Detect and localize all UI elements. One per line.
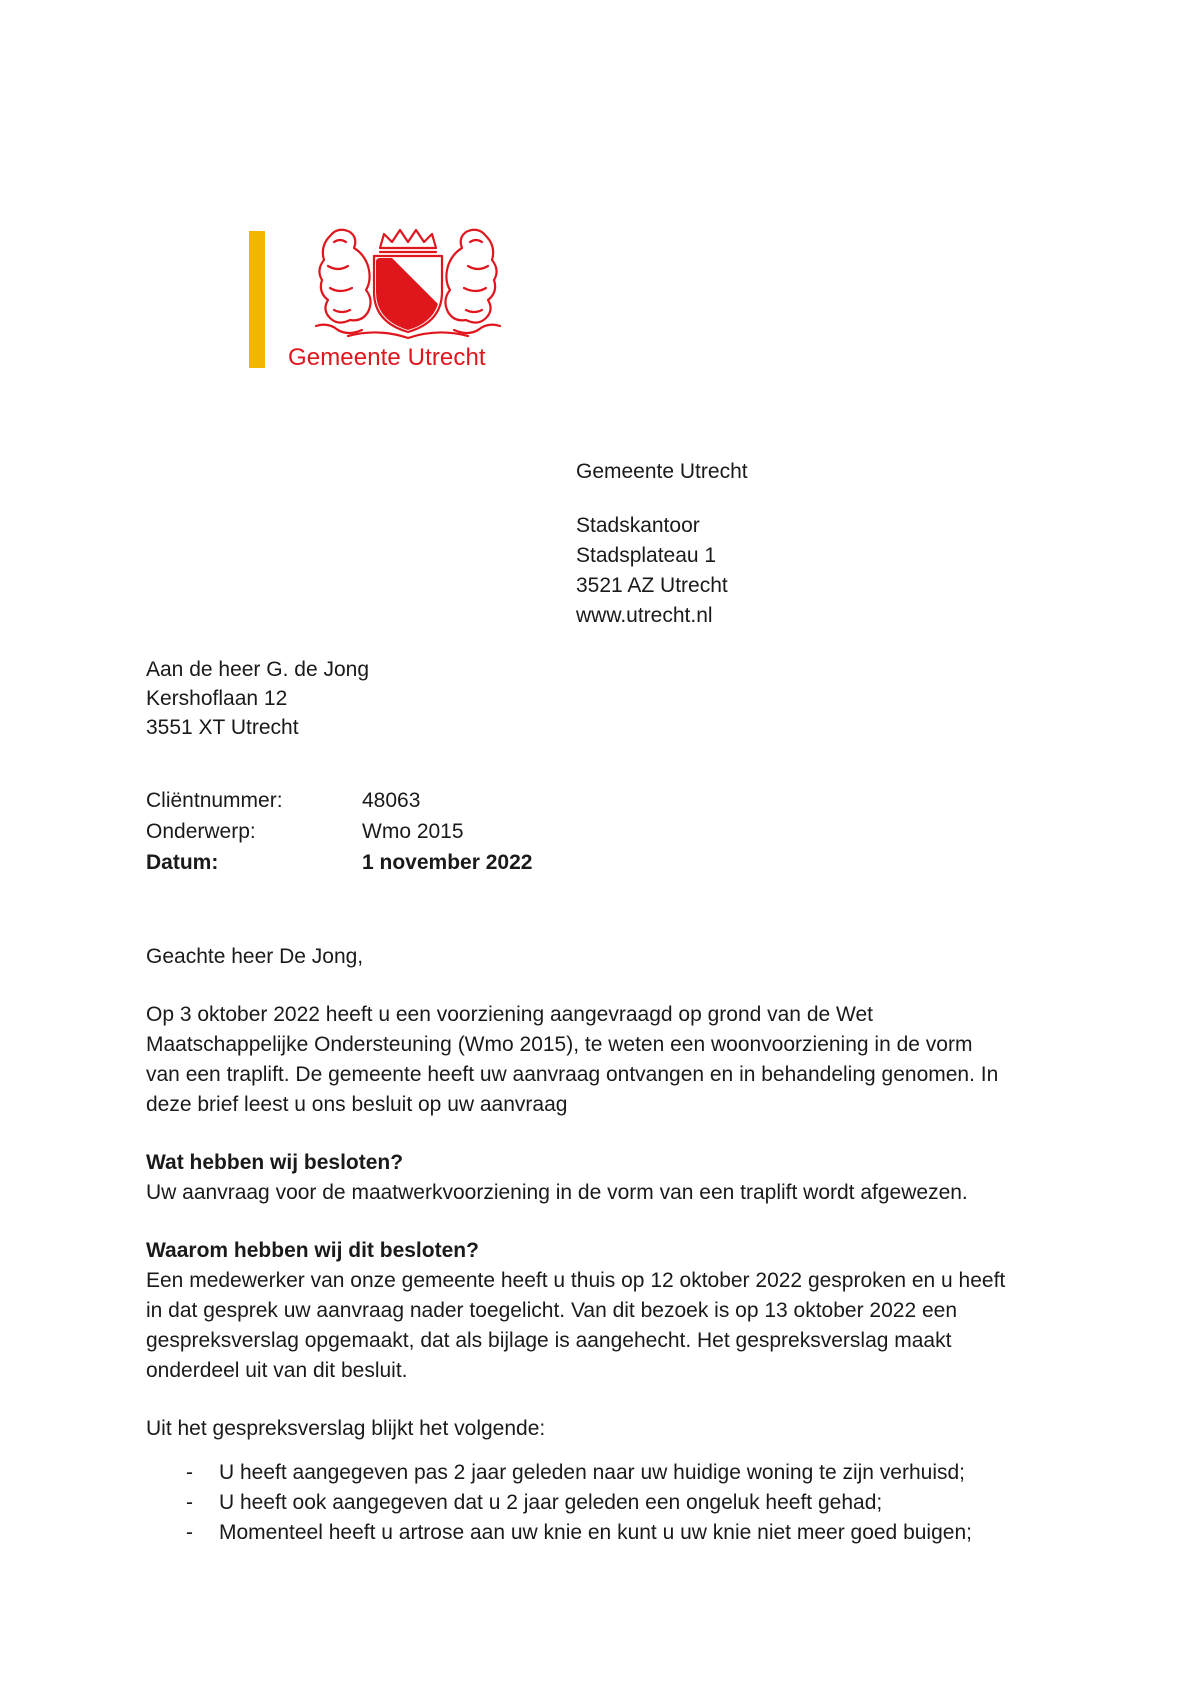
recipient-name: Aan de heer G. de Jong <box>146 658 369 681</box>
sender-street: Stadsplateau 1 <box>576 544 717 567</box>
recipient-postal-city: 3551 XT Utrecht <box>146 716 299 739</box>
paragraph-line: van een traplift. De gemeente heeft uw aanvraag ontvangen en in behandeling genomen. In <box>146 1063 999 1086</box>
list-item <box>146 1458 1076 1488</box>
letter-meta <box>146 786 846 879</box>
decision-paragraph <box>146 1178 1076 1208</box>
meta-label: Onderwerp: <box>146 820 256 843</box>
meta-row-date <box>146 848 846 879</box>
salutation <box>146 942 1076 972</box>
meta-value: Wmo 2015 <box>362 820 464 843</box>
logo-wordmark: Gemeente Utrecht <box>288 344 486 371</box>
paragraph-line: in dat gesprek uw aanvraag nader toegelicht. Van dit bezoek is op 13 oktober 2022 een <box>146 1299 958 1322</box>
meta-label: Cliëntnummer: <box>146 789 283 812</box>
list-item <box>146 1518 1076 1548</box>
meta-value: 1 november 2022 <box>362 851 533 874</box>
recipient-address <box>146 655 646 742</box>
paragraph-line: Een medewerker van onze gemeente heeft u thuis op 12 oktober 2022 gesproken en u heeft <box>146 1269 1006 1292</box>
list-item-text: Momenteel heeft u artrose aan uw knie en kunt u uw knie niet meer goed buigen; <box>219 1521 972 1544</box>
meta-row-client-number <box>146 786 846 817</box>
sender-postal-city: 3521 AZ Utrecht <box>576 574 728 597</box>
recipient-street: Kershoflaan 12 <box>146 687 288 710</box>
logo-accent-bar <box>249 231 265 368</box>
sender-website-link[interactable]: www.utrecht.nl <box>576 604 713 627</box>
sender-address <box>576 457 976 631</box>
section-heading-decision: Wat hebben wij besloten? <box>146 1151 404 1174</box>
list-intro-text: Uit het gespreksverslag blijkt het volgende: <box>146 1417 546 1440</box>
letter-body <box>146 942 1076 1548</box>
meta-row-subject <box>146 817 846 848</box>
sender-name: Gemeente Utrecht <box>576 460 748 483</box>
intro-paragraph <box>146 1000 1076 1120</box>
coat-of-arms-logo <box>308 226 508 344</box>
paragraph-line: gespreksverslag opgemaakt, dat als bijlage is aangehecht. Het gespreksverslag maakt <box>146 1329 952 1352</box>
list-intro <box>146 1414 1076 1444</box>
meta-value: 48063 <box>362 789 421 812</box>
list-item-text: U heeft aangegeven pas 2 jaar geleden naar uw huidige woning te zijn verhuisd; <box>219 1461 966 1484</box>
bullet-dash: - <box>186 1461 193 1484</box>
paragraph-line: Op 3 oktober 2022 heeft u een voorziening aangevraagd op grond van de Wet <box>146 1003 873 1026</box>
findings-list <box>146 1458 1076 1548</box>
paragraph-line: Maatschappelijke Ondersteuning (Wmo 2015), te weten een woonvoorziening in de vorm <box>146 1033 973 1056</box>
bullet-dash: - <box>186 1521 193 1544</box>
list-item-text: U heeft ook aangegeven dat u 2 jaar geleden een ongeluk heeft gehad; <box>219 1491 883 1514</box>
reason-paragraph <box>146 1266 1076 1386</box>
sender-building: Stadskantoor <box>576 514 700 537</box>
paragraph-line: onderdeel uit van dit besluit. <box>146 1359 408 1382</box>
meta-label: Datum: <box>146 851 219 874</box>
salutation-text: Geachte heer De Jong, <box>146 945 364 968</box>
section-heading-reason: Waarom hebben wij dit besloten? <box>146 1239 479 1262</box>
bullet-dash: - <box>186 1491 193 1514</box>
paragraph-line: deze brief leest u ons besluit op uw aanvraag <box>146 1093 568 1116</box>
paragraph-line: Uw aanvraag voor de maatwerkvoorziening in de vorm van een traplift wordt afgewezen. <box>146 1181 968 1204</box>
list-item <box>146 1488 1076 1518</box>
